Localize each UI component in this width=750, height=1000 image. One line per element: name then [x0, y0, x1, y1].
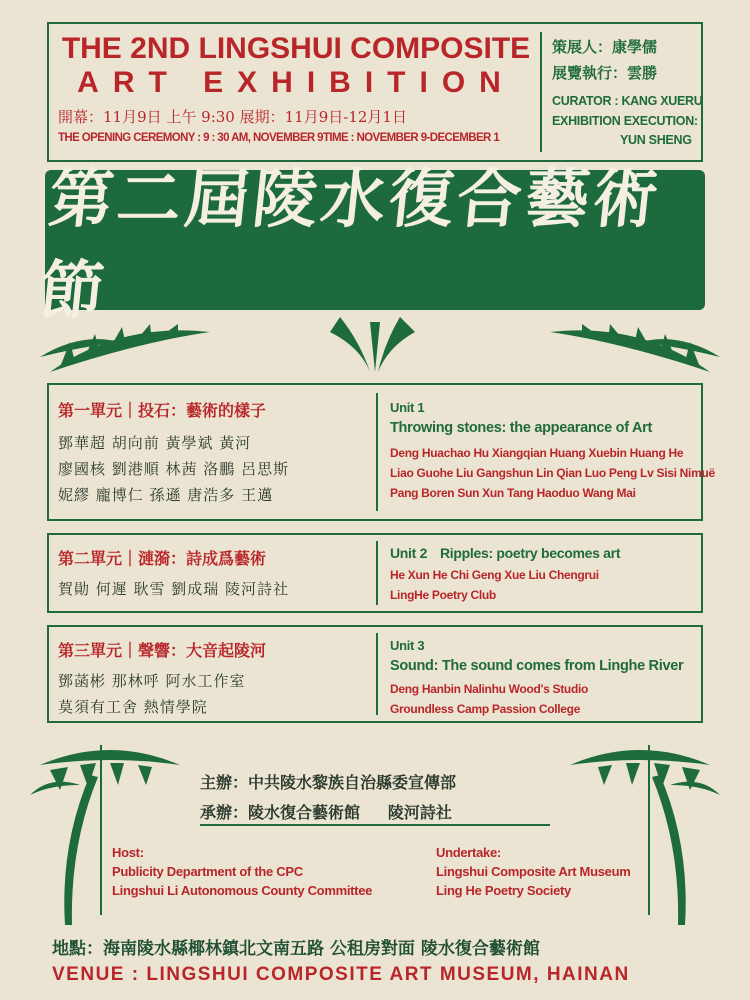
palm-leaf-icon — [20, 735, 730, 935]
unit3-names-en-row1: Deng Hanbin Nalinhu Wood's Studio — [390, 682, 589, 696]
unit1-names-en-row1: Deng Huachao Hu Xiangqian Huang Xuebin Huang He — [390, 446, 684, 460]
opening-dates-cn: 開幕：11月9日 上午 9:30 展期：11月9日-12月1日 — [58, 108, 407, 126]
venue-cn: 地點：海南陵水縣椰林鎮北文南五路 公租房對面 陵水復合藝術館 — [52, 939, 540, 959]
unit2-label-en: Unit 2 — [390, 545, 428, 561]
unit1-names-en-row3: Pang Boren Sun Xun Tang Haoduo Wang Mai — [390, 486, 636, 500]
unit3-names-cn-row1: 鄧菡彬 那林呼 阿水工作室 — [58, 672, 246, 690]
host-en-line2: Lingshui Li Autonomous County Committee — [112, 883, 373, 898]
unit3-divider — [376, 633, 378, 715]
unit2-title-en: Ripples: poetry becomes art — [440, 545, 621, 561]
host-cn: 主辦：中共陵水黎族自治縣委宣傳部 — [200, 773, 457, 792]
curator-cn: 策展人：康學儒 — [552, 38, 658, 56]
unit1-names-cn-row1: 鄧華超 胡向前 黃學斌 黃河 — [58, 434, 252, 452]
unit1-names-cn-row2: 廖國核 劉港順 林茜 洛鵬 呂思斯 — [58, 460, 290, 478]
palm-leaf-icon — [40, 312, 720, 382]
unit2-names-en-row1: He Xun He Chi Geng Xue Liu Chengrui — [390, 568, 599, 582]
unit3-names-en-row2: Groundless Camp Passion College — [390, 702, 581, 716]
unit1-names-en-row2: Liao Guohe Liu Gangshun Lin Qian Luo Peng Lv Sisi Nimuë — [390, 466, 715, 480]
header-divider — [540, 32, 542, 152]
unit2-names-en-row2: LingHe Poetry Club — [390, 588, 496, 602]
unit1-divider — [376, 393, 378, 511]
undertake-label-en: Undertake: — [436, 845, 501, 860]
unit1-names-cn-row3: 妮繆 龐博仁 孫遜 唐浩多 王邁 — [58, 486, 274, 504]
unit1-title-en: Throwing stones: the appearance of Art — [390, 420, 652, 436]
unit3-names-cn-row2: 莫須有工舍 熱情學院 — [58, 698, 208, 716]
undertake-en-line1: Lingshui Composite Art Museum — [436, 864, 631, 879]
title-en-line2: ART EXHIBITION — [77, 66, 515, 99]
title-en-line1: THE 2ND LINGSHUI COMPOSITE — [61, 32, 531, 65]
unit1-title-cn: 第一單元｜投石：藝術的樣子 — [58, 401, 267, 420]
unit2-names-cn-row1: 賀勛 何遲 耿雪 劉成瑞 陵河詩社 — [58, 580, 290, 598]
organizers-divider-line — [200, 824, 550, 826]
curator-en: CURATOR : KANG XUERU — [552, 94, 703, 108]
host-label-en: Host: — [112, 845, 144, 860]
venue-en: VENUE : LINGSHUI COMPOSITE ART MUSEUM, HAINAN — [52, 964, 630, 985]
unit2-title-cn: 第二單元｜漣漪：詩成爲藝術 — [58, 549, 267, 568]
unit3-title-cn: 第三單元｜聲響：大音起陵河 — [58, 641, 267, 660]
host-en-line1: Publicity Department of the CPC — [112, 864, 303, 879]
undertake-cn: 承辦：陵水復合藝術館 陵河詩社 — [200, 803, 452, 822]
undertake-en-line2: Ling He Poetry Society — [436, 883, 571, 898]
unit3-label-en: Unit 3 — [390, 638, 425, 653]
execution-name-en: YUN SHENG — [620, 133, 692, 147]
execution-cn: 展覽執行：雲勝 — [552, 64, 658, 82]
unit2-divider — [376, 541, 378, 605]
unit3-title-en: Sound: The sound comes from Linghe River — [390, 658, 684, 674]
unit1-label-en: Unit 1 — [390, 400, 425, 415]
execution-en: EXHIBITION EXECUTION: — [552, 114, 698, 128]
festival-title-cn: 第二屆陵水復合藝術節 — [35, 162, 666, 329]
opening-dates-en: THE OPENING CEREMONY : 9 : 30 AM, NOVEMBER 9TIME : NOVEMBER 9-DECEMBER 1 — [58, 132, 500, 144]
festival-title-banner — [35, 162, 705, 329]
